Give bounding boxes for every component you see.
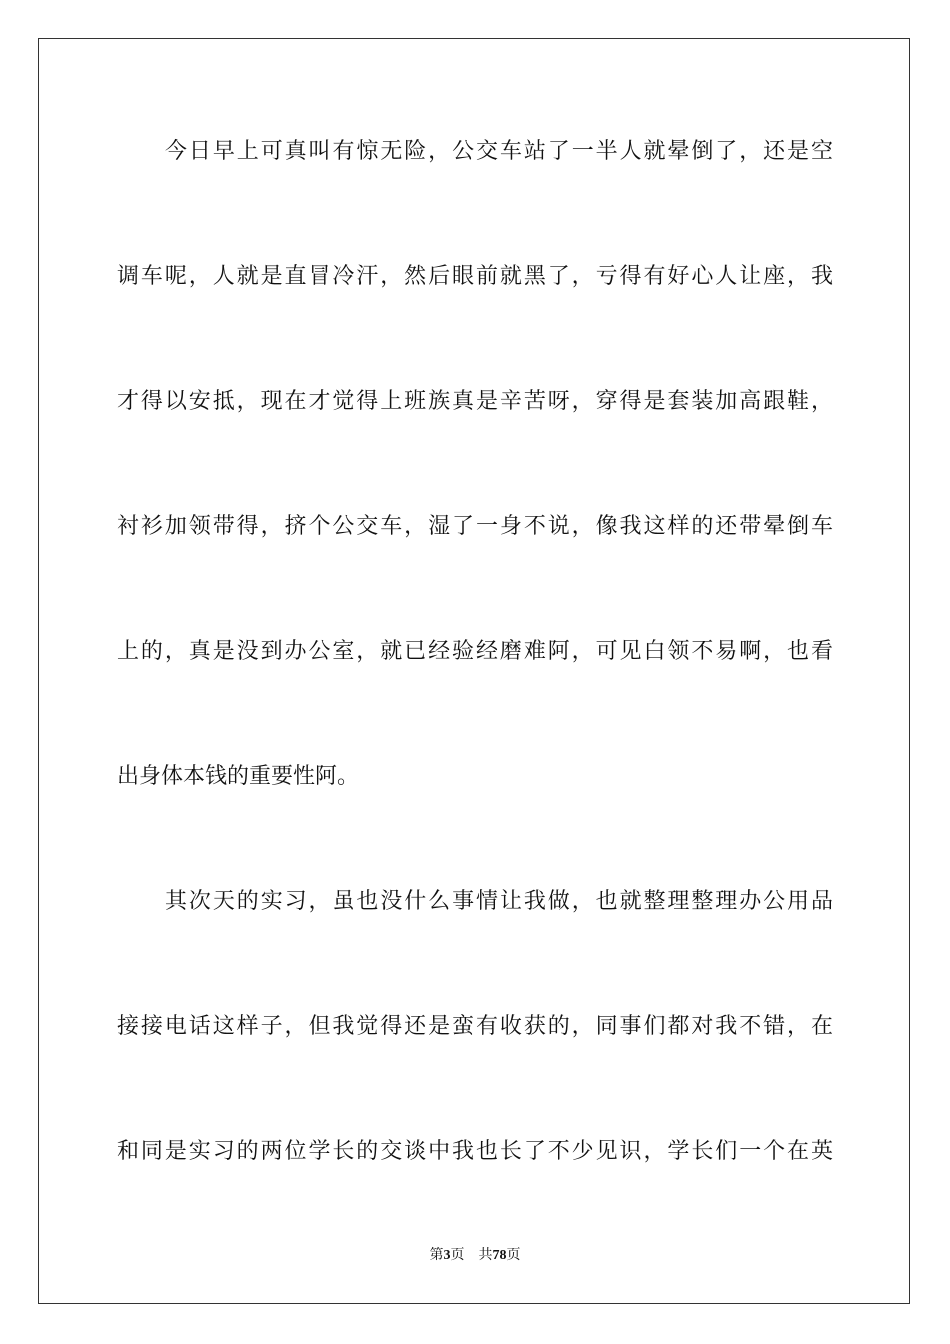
paragraph-line-7: 其次天的实习，虽也没什么事情让我做，也就整理整理办公用品: [165, 889, 833, 914]
paragraph-line-8: 接接电话这样子，但我觉得还是蛮有收获的，同事们都对我不错，在: [117, 1014, 833, 1039]
paragraph-line-1: 今日早上可真叫有惊无险，公交车站了一半人就晕倒了，还是空: [165, 139, 833, 164]
paragraph-line-3: 才得以安抵，现在才觉得上班族真是辛苦呀，穿得是套装加高跟鞋，: [117, 389, 833, 414]
paragraph-line-5: 上的，真是没到办公室，就已经验经磨难阿，可见白领不易啊，也看: [117, 639, 833, 664]
total-suffix: 页: [506, 1247, 521, 1263]
page-suffix: 页: [450, 1247, 465, 1263]
paragraph-line-9: 和同是实习的两位学长的交谈中我也长了不少见识，学长们一个在英: [117, 1139, 833, 1164]
page-border: [38, 38, 910, 1304]
total-pages: 78: [492, 1248, 507, 1263]
page-prefix: 第: [429, 1247, 444, 1263]
paragraph-line-2: 调车呢，人就是直冒冷汗，然后眼前就黑了，亏得有好心人让座，我: [117, 264, 833, 289]
page-number: 3: [443, 1248, 451, 1263]
paragraph-line-6: 出身体本钱的重要性阿。: [117, 764, 360, 789]
page-footer: [0, 1246, 950, 1265]
paragraph-line-4: 衬衫加领带得，挤个公交车，湿了一身不说，像我这样的还带晕倒车: [117, 514, 833, 539]
total-prefix: 共: [478, 1247, 493, 1263]
